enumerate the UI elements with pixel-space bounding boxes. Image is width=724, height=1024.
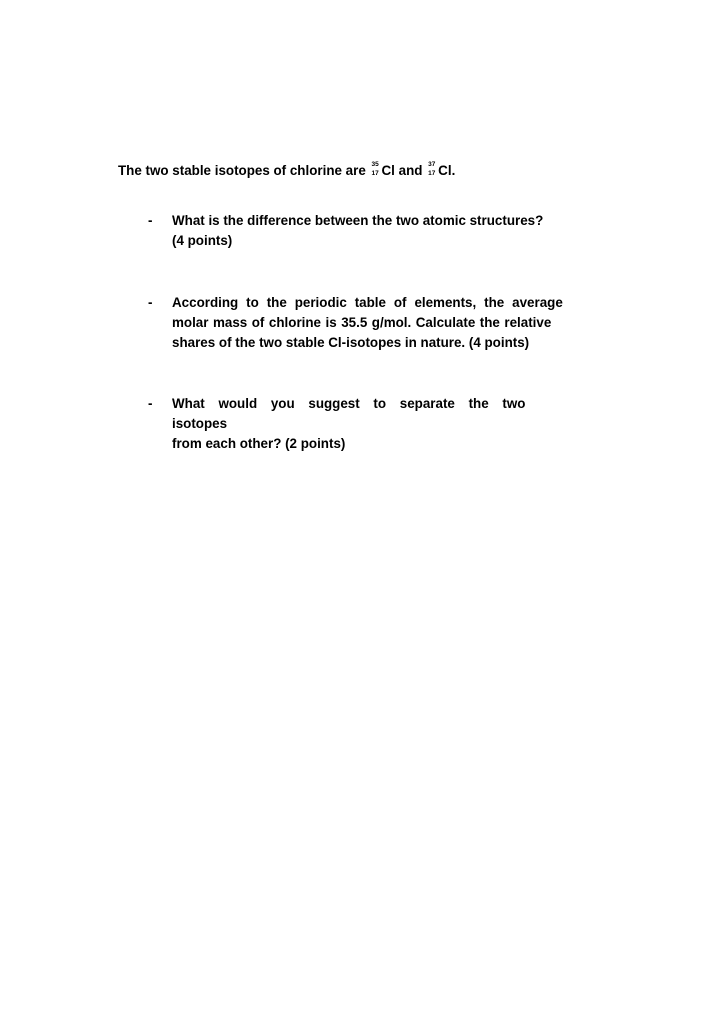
isotope-2-mass-number: 37 [428,161,436,168]
question-text [172,293,578,353]
isotope-2-symbol: Cl [438,163,452,178]
isotope-cl-37 [428,162,451,180]
isotope-2-atomic-number: 17 [428,170,436,177]
intro-period: . [451,163,456,178]
intro-connector: and [394,163,427,178]
question-text [172,394,578,454]
question-line: What is the difference between the two atomic structures? [172,213,544,228]
question-line: According to the periodic table of elements, the average [172,295,563,310]
question-line: molar mass of chlorine is 35.5 g/mol. Calculate the relative [172,315,552,330]
isotope-1-symbol: Cl [381,163,395,178]
isotope-1-atomic-number: 17 [371,170,379,177]
isotope-1-mass-number: 35 [371,161,379,168]
question-bullet: - [148,295,153,310]
question-line: What would you suggest to separate the two isotopes [172,396,526,431]
question-line: from each other? (2 points) [172,436,346,451]
question-bullet: - [148,213,153,228]
question-line: shares of the two stable Cl-isotopes in nature. (4 points) [172,335,530,350]
question-bullet: - [148,396,153,411]
intro-text: The two stable isotopes of chlorine are [118,163,370,178]
isotope-cl-35 [372,162,395,180]
question-text [172,211,578,251]
intro-sentence [118,162,455,180]
question-line: (4 points) [172,233,233,248]
